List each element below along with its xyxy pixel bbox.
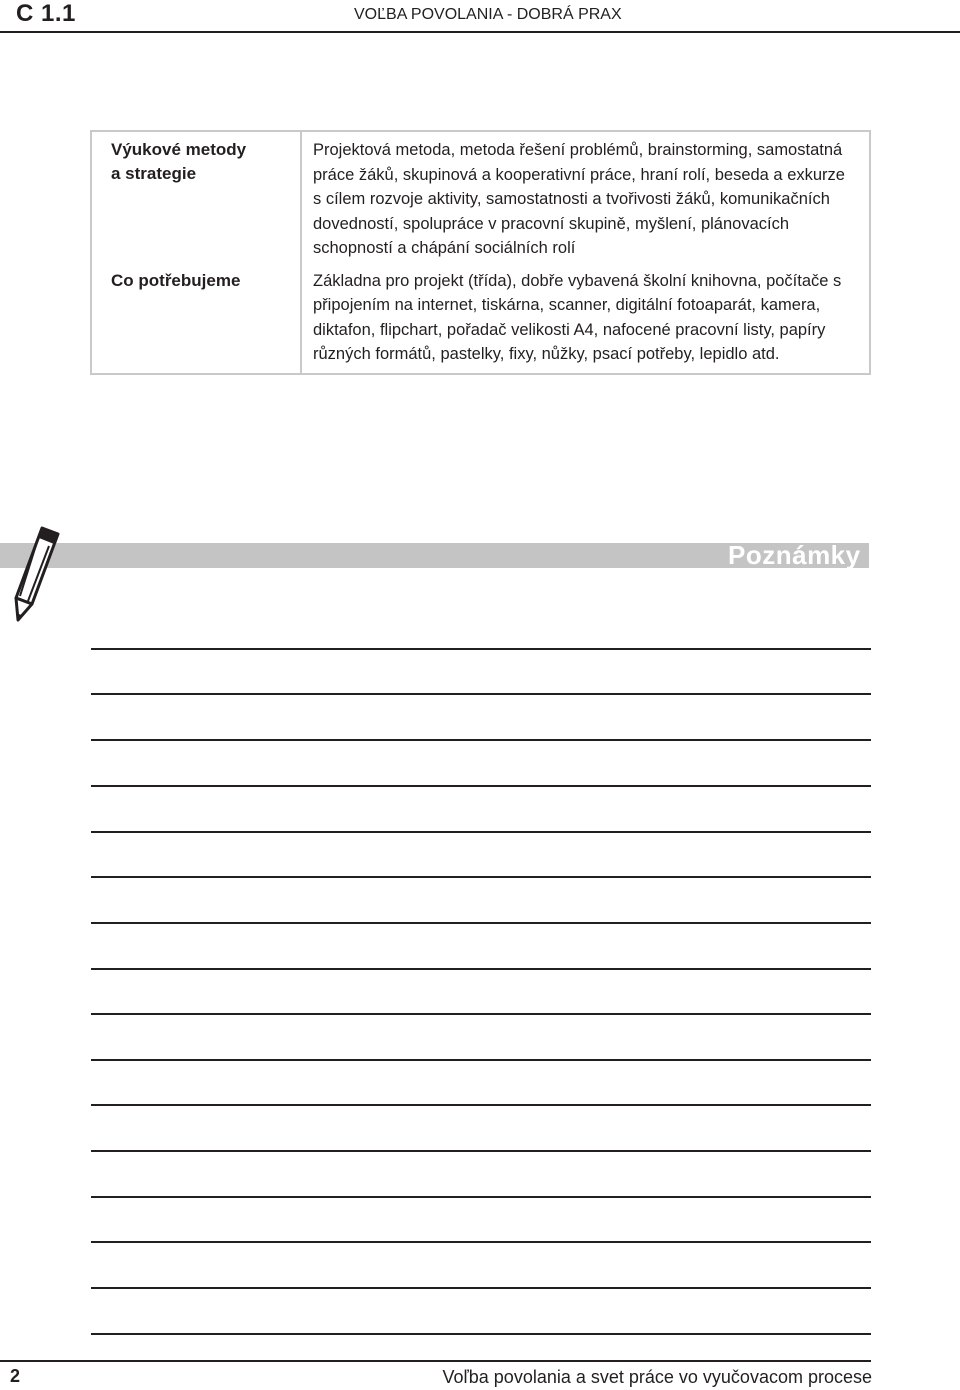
row-label-line: Výukové metody <box>111 140 247 159</box>
note-line <box>91 1241 871 1243</box>
row-label-line: a strategie <box>111 164 197 183</box>
page-number: 2 <box>10 1366 21 1386</box>
note-line <box>91 1287 871 1289</box>
row-text: Projektová metoda, metoda řešení problémů, brainstorming, samostatná práce žáků, skupinová a kooperativní práce, hraní rolí, beseda a exkurze s cílem rozvoje aktivity, samostatnosti a tvořivosti žáků, komunikačních dovedností, spolupráce v pracovní skupině, myšlení, plánovacích schopností a chápání sociálních rolí <box>313 141 845 257</box>
page-header-title: VOĽBA POVOLANIA - DOBRÁ PRAX <box>354 6 622 23</box>
note-line <box>91 1150 871 1152</box>
note-line <box>91 968 871 970</box>
note-line <box>91 1059 871 1061</box>
note-line <box>91 876 871 878</box>
note-line <box>91 693 871 695</box>
row-label <box>91 261 301 374</box>
footer-title: Voľba povolania a svet práce vo vyučovacom procese <box>442 1367 872 1387</box>
row-text: Základna pro projekt (třída), dobře vybavená školní knihovna, počítače s připojením na internet, tiskárna, scanner, digitální fotoaparát, kamera, diktafon, flipchart, pořadač velikosti A4, nafocené pracovní listy, papíry různých formátů, pastelky, fixy, nůžky, psací potřeby, lepidlo atd. <box>313 271 842 363</box>
row-label <box>91 131 301 261</box>
note-line <box>91 1013 871 1015</box>
header-divider <box>0 31 960 33</box>
note-line <box>91 1196 871 1198</box>
table-row <box>91 131 870 261</box>
notes-title: Poznámky <box>728 540 861 570</box>
note-line <box>91 739 871 741</box>
note-line <box>91 922 871 924</box>
pencil-icon <box>12 522 62 622</box>
note-line <box>91 648 871 650</box>
row-label-line: Co potřebujeme <box>111 270 241 290</box>
section-code: C 1.1 <box>16 0 76 27</box>
table-row <box>91 261 870 374</box>
note-line <box>91 1104 871 1106</box>
note-line <box>91 785 871 787</box>
footer-divider <box>0 1360 871 1362</box>
note-line <box>91 1333 871 1335</box>
info-table <box>90 130 871 375</box>
note-line <box>91 831 871 833</box>
